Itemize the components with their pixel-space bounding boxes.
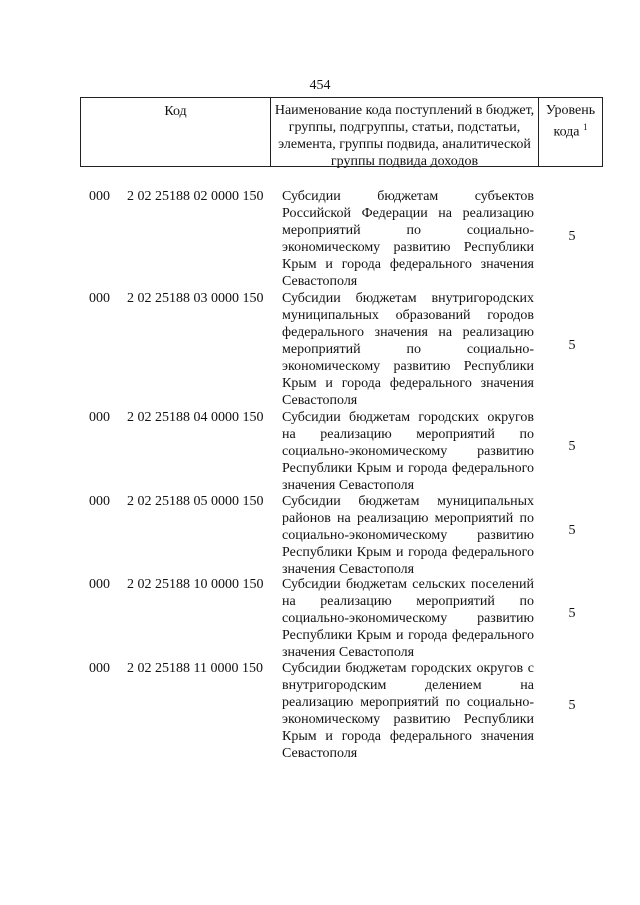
header-name: Наименование кода поступлений в бюджет, группы, подгруппы, статьи, подстатьи, элемента, группы подвида, аналитической группы подвида доходов bbox=[271, 98, 539, 166]
row-code: 2 02 25188 11 0000 150 bbox=[127, 661, 263, 676]
row-prefix: 000 bbox=[89, 189, 110, 204]
row-level: 5 bbox=[568, 523, 576, 538]
row-prefix: 000 bbox=[89, 291, 110, 306]
row-prefix: 000 bbox=[89, 410, 110, 425]
row-description: Субсидии бюджетам городских округов с внутригородским делением на реализацию мероприятий по социально-экономическому развитию Республики Крым и города федерального значения Севастополя bbox=[282, 661, 534, 761]
header-level-label: Уровень кода bbox=[545, 103, 596, 140]
row-level: 5 bbox=[568, 439, 576, 454]
row-level: 5 bbox=[568, 338, 576, 353]
page-number: 454 bbox=[309, 78, 331, 93]
row-level: 5 bbox=[568, 606, 576, 621]
row-description: Субсидии бюджетам субъектов Российской Федерации на реализацию мероприятий по социально-экономическому развитию Республики Крым и города федерального значения Севастополя bbox=[282, 189, 534, 289]
row-level: 5 bbox=[568, 229, 576, 244]
row-description: Субсидии бюджетам городских округов на реализацию мероприятий по социально-экономическому развитию Республики Крым и города федерального значения Севастополя bbox=[282, 410, 534, 493]
header-code: Код bbox=[81, 98, 271, 166]
row-code: 2 02 25188 04 0000 150 bbox=[127, 410, 264, 425]
row-prefix: 000 bbox=[89, 661, 110, 676]
header-level-footnote: 1 bbox=[583, 122, 588, 132]
row-code: 2 02 25188 10 0000 150 bbox=[127, 577, 264, 592]
row-prefix: 000 bbox=[89, 577, 110, 592]
row-description: Субсидии бюджетам сельских поселений на реализацию мероприятий по социально-экономическому развитию Республики Крым и города федерального значения Севастополя bbox=[282, 577, 534, 660]
row-level: 5 bbox=[568, 698, 576, 713]
row-code: 2 02 25188 03 0000 150 bbox=[127, 291, 264, 306]
row-description: Субсидии бюджетам внутригородских муниципальных образований городов федерального значения на реализацию мероприятий по социально-экономическому развитию Республики Крым и города федерального значения Севастополя bbox=[282, 291, 534, 408]
row-description: Субсидии бюджетам муниципальных районов на реализацию мероприятий по социально-экономическому развитию Республики Крым и города федерального значения Севастополя bbox=[282, 494, 534, 577]
row-code: 2 02 25188 02 0000 150 bbox=[127, 189, 264, 204]
row-code: 2 02 25188 05 0000 150 bbox=[127, 494, 264, 509]
row-prefix: 000 bbox=[89, 494, 110, 509]
